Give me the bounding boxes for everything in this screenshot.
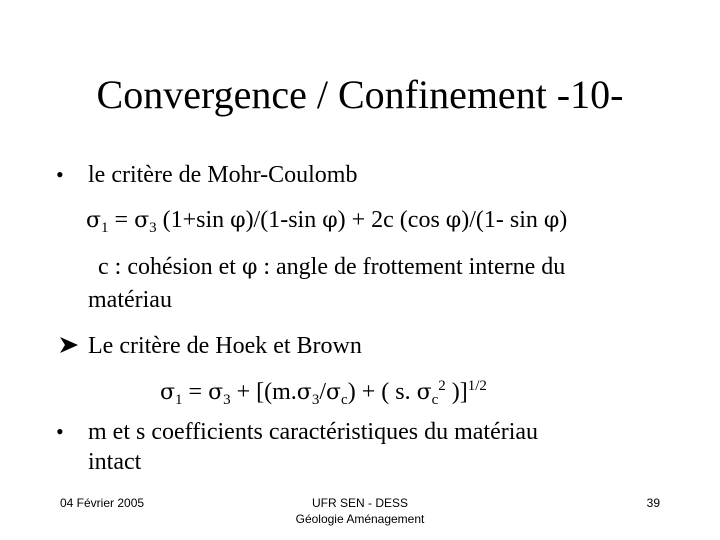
sigma-symbol: σ [326, 380, 342, 405]
phi-symbol: φ [322, 208, 338, 233]
subscript: c [431, 392, 439, 408]
definition-line-2: matériau [88, 287, 172, 313]
footer-org-line-2: Géologie Aménagement [295, 512, 425, 526]
formula-text: = [182, 379, 209, 405]
arrow-bullet-shape [58, 334, 80, 356]
subscript: 3 [223, 392, 231, 408]
subscript: 1 [101, 220, 109, 236]
formula-text: ) + ( s. [347, 379, 417, 405]
mohr-coulomb-heading: le critère de Mohr-Coulomb [88, 162, 358, 188]
coefficients-line-2: intact [88, 449, 142, 475]
formula-text: )/(1- sin [461, 207, 544, 233]
sigma-symbol: σ [86, 208, 102, 233]
sigma-symbol: σ [416, 380, 432, 405]
subscript: 3 [311, 392, 320, 408]
arrow-bullet-icon [58, 331, 80, 361]
mohr-coulomb-formula [86, 205, 567, 236]
formula-text: + [(m. [230, 379, 297, 405]
formula-text: ) + 2c (cos [337, 207, 446, 233]
formula-text: / [319, 379, 326, 405]
subscript: 3 [149, 220, 157, 236]
formula-text: (1+sin [156, 207, 231, 233]
definition-text: : angle de frottement interne du [257, 254, 566, 280]
coefficients-line-1: m et s coefficients caractéristiques du matériau [88, 419, 539, 445]
definition-text: c : cohésion et [98, 254, 242, 280]
sigma-symbol: σ [160, 380, 176, 405]
slide-title: Convergence / Confinement -10- [96, 72, 624, 117]
subscript: 1 [175, 392, 183, 408]
sigma-symbol: σ [296, 380, 312, 405]
sigma-symbol: σ [134, 208, 150, 233]
definition-line [98, 252, 565, 283]
formula-text: )/(1-sin [245, 207, 323, 233]
bullet-icon: • [56, 419, 64, 444]
formula-text: = [108, 207, 135, 233]
footer-org [292, 495, 428, 527]
formula-text: ) [559, 207, 568, 233]
footer-date: 04 Février 2005 [60, 496, 145, 510]
footer-org-line-1: UFR SEN - DESS [311, 496, 408, 510]
superscript: 2 [438, 378, 446, 394]
hoek-brown-formula [160, 377, 487, 408]
phi-symbol: φ [241, 255, 258, 280]
subscript: c [341, 392, 348, 408]
formula-text: )] [445, 379, 468, 405]
sigma-symbol: σ [208, 380, 224, 405]
phi-symbol: φ [230, 208, 246, 233]
superscript: 1/2 [467, 378, 487, 394]
phi-symbol: φ [445, 208, 462, 233]
footer-page-number: 39 [646, 496, 660, 510]
bullet-icon: • [56, 162, 64, 187]
hoek-brown-heading: Le critère de Hoek et Brown [88, 333, 362, 359]
phi-symbol: φ [543, 208, 560, 233]
